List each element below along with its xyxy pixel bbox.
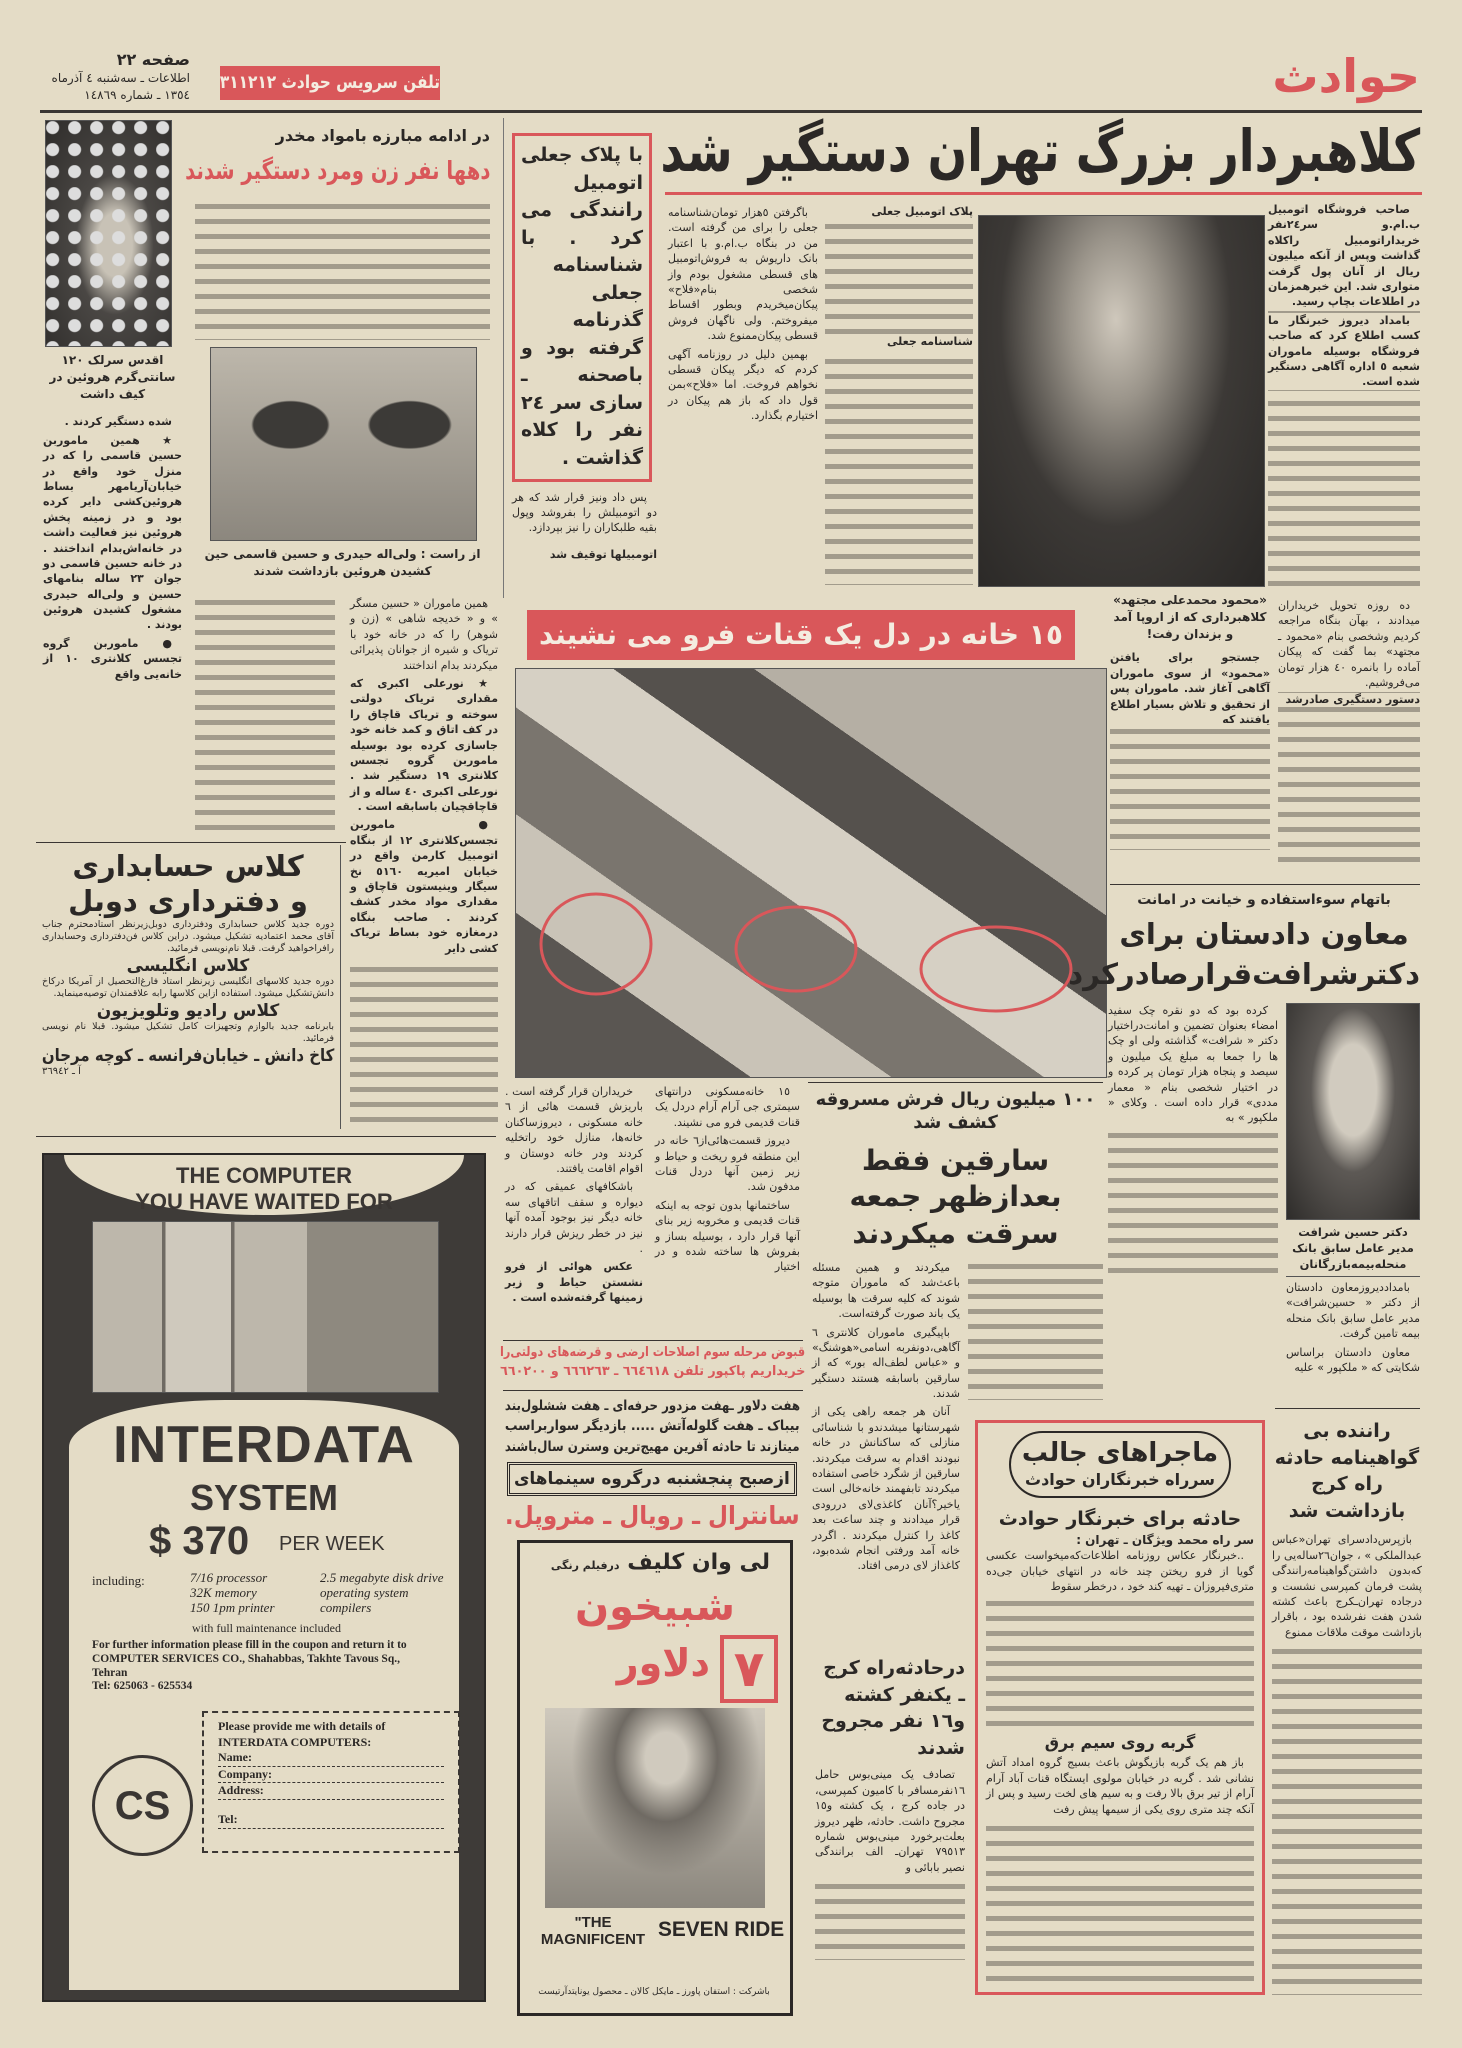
story2-headline: گربه روی سیم برق: [1044, 1733, 1196, 1753]
poster-title-number: ٧: [720, 1635, 778, 1703]
lead-left-stack: [512, 133, 657, 564]
ad-price-period: PER WEEK: [279, 1533, 385, 1555]
carpet-para: باپیگیری ماموران کلانتری ٦ آگاهی،دونفربه اسامی«هوشنگ» و «عباس لطف‌اله بور» که از سارقین باسابقه هستند دستگیر شدند.: [812, 1325, 960, 1401]
qanat-para: باشکافهای عمیقی که در دیواره و سقف اتاقهای سه خانه دیگر نیز بوجود آمده آنها نیز در خطر ریزش قرار دارند .: [505, 1180, 643, 1255]
qanat-para: ١٥ خانه‌مسکونی درانتهای سیمتری جی آرام آرام دردل یک قنات قدیمی فرو می نشیند.: [655, 1085, 800, 1129]
prosecutor-story: [1068, 892, 1420, 1378]
class-ad-english-title: کلاس انگلیسی: [126, 955, 250, 976]
ad-specs-left: [190, 1571, 275, 1616]
drug-para-qasemi: ★ همین ماموربن حسین قاسمی را که در منزل خود واقع در خیابان‌آریامهر بساط هروئین‌کشی دایر کرده بود و در زمینه پخش هروئین نیز فعالیت داشت در خانه‌اش‌بدام انداختند . در خانه حسین قاسمی دو جوان ۲۳ ساله بنامهای حسین و ولی‌اله حیدری مشغول کشیدن هروئین بودند .: [43, 433, 182, 632]
coupon-name-label: Name:: [218, 1750, 252, 1765]
lead-intro: صاحب فروشگاه اتومبیل ب.ام.و سر۲٤نفر خریداراتومبیل راکلاه گذاشت وپس از آنکه میلیون ریال از آنان پول گرفت متواری شد. این خبرهمزمان در اطلاعات بچاپ رسید.: [1268, 203, 1420, 309]
prosecutor-para: معاون دادستان براساس شکایتی که « ملکپور » علیه: [1286, 1345, 1420, 1374]
cs-logo-text: CS: [114, 1783, 171, 1828]
tagline: بیباک ـ هفت گلوله‌آتش ..... بازدیگر سواربراسب: [505, 1418, 800, 1435]
highlight-circle: [541, 894, 651, 994]
issue-number: ۱۳٥٤ ـ شماره ۱٤۸٦۹: [84, 88, 190, 103]
coupon-tel-field[interactable]: [218, 1812, 444, 1829]
ad-headline-1: THE COMPUTER: [176, 1163, 352, 1188]
divider: [36, 1136, 496, 1137]
prosecutor-kicker: باتهام سوءاستفاده و خیانت در امانت: [1137, 892, 1391, 908]
spec: 2.5 megabyte disk drive: [320, 1570, 444, 1585]
class-ad-radio-text: بابرنامه جدید بالوازم وتجهیزات کامل تشکیل میشود. قبلا نام نویسی فرمائید.: [42, 1021, 334, 1045]
karaj-crash-headline: درحادثه‌راه کرج ـ یکنفر کشته و١٦ نفر مجروح شدند: [821, 1657, 965, 1759]
driver-body-cont: [1272, 1645, 1422, 1995]
star-name: لی وان کلیف: [627, 1550, 770, 1575]
karaj-crash-story: [815, 1655, 965, 1960]
drug-para-karman: ● ماموربن تجسس‌کلانتری ۱۲ از بنگاه اتومبیل کارمن واقع در خیابان امیریه ٥١٦٠ نخ سیگار وینیستون قاچاق و مقداری مواد مخدر کشف کردند . صاحب بنگاه درمغازه خود بساط تریاک کشی دایر: [350, 818, 499, 955]
drug-column-3-text: [350, 596, 498, 959]
page-number: صفحه ۲۲: [116, 50, 190, 69]
poster-title-en: "THE MAGNIFICENT: [540, 1914, 646, 1948]
coupon-address-label: Address:: [218, 1783, 264, 1798]
interesting-stories-box: [975, 1420, 1265, 1995]
movie-tagline: [505, 1396, 800, 1457]
coupon-company-label: Company:: [218, 1766, 273, 1781]
column-divider: [503, 118, 504, 598]
suspects-photo: [210, 347, 477, 541]
qanat-para: خریداران قرار گرفته است . باریزش قسمت هائی از ٦ خانه مسکونی ، دیروزساکنان خانه‌ها، منازل خود راتخلیه کردند ودر خانه دوستان و اقوام اقامت یافتند.: [505, 1085, 643, 1175]
drug-headline: دهها نفر زن ومرد دستگیر شدند: [184, 156, 490, 185]
lead-headline: کلاهبردار بزرگ تهران دستگیر شد: [660, 117, 1420, 185]
drug-headline-box: [185, 155, 490, 186]
coupon-company-field[interactable]: [218, 1767, 444, 1784]
drug-column-4: [350, 963, 498, 1128]
drug-para-kalantari: ● ماموربن گروه تجسس کلانتری ۱۰ از خانه‌یی واقع: [43, 636, 182, 681]
lead-subhead-arrest: دستور دستگیری صادرشد: [1278, 693, 1420, 707]
driver-headline: راننده بی گواهینامه حادثه راه کرج بازداشت شد: [1274, 1420, 1420, 1522]
lead-column-1: [512, 490, 657, 565]
lead-intro-column: [1268, 202, 1420, 590]
movie-poster: [517, 1540, 793, 2016]
stories-subtitle: سرراه خبرنگاران حوادث: [1025, 1469, 1215, 1489]
driver-para: بازپرس‌دادسرای تهران«عباس عبدالملکی » ، جوان٢٦ساله‌یی را که‌بدون داشتن‌گواهینامه‌رانندگی پشت فرمان کمپرسی نشست و درجاده تهران‌ـکرج باعث کشته شدن هفت نفرشده بود ، باقرار بازداشت موقت ملاقات ممنوع: [1272, 1533, 1422, 1639]
class-ad-english-text: دوره جدید کلاسهای انگلیسی زیرنظر استاد فارغ‌التحصیل از آمریکا درکاخ دانش‌تشکیل میشود. استفاده ازاین کلاسها رابه علاقمندان توصیه‌مینماید.: [42, 976, 334, 1000]
woman-photo-caption: اقدس سرلک ۱۲۰ سانتی‌گرم هروئین در کیف داشت: [49, 353, 176, 401]
ad-brand-system: SYSTEM: [189, 1477, 339, 1518]
carpet-column-2: [968, 1260, 1103, 1400]
class-ad-title: کلاس حسابداری: [72, 849, 304, 883]
land-ad-line: قبوض مرحله سوم اصلاحات ارضی و قرضه‌های دولتی‌را: [499, 1345, 805, 1360]
ad-brand: INTERDATA: [113, 1416, 415, 1474]
divider: [1110, 884, 1420, 885]
interdata-ad: [42, 1153, 486, 2002]
spec: compilers: [320, 1599, 372, 1615]
driver-story: [1272, 1418, 1422, 1995]
divider: [1275, 1408, 1420, 1409]
ad-info: For further information please fill in the coupon and return it to: [92, 1639, 407, 1651]
drug-kicker: در ادامه مبارزه بامواد مخدر: [275, 126, 490, 145]
ad-contact: [92, 1639, 467, 1694]
divider: [36, 842, 346, 843]
drug-column-2: [195, 596, 335, 836]
coupon-title: Please provide me with details of: [218, 1719, 386, 1733]
sidebar-callout-box: با پلاک جعلی اتومبیل رانندگی می کرد . با شناسنامه جعلی گذرنامه گرفته بود و باصحنه ـ سازی سر ٢٤ نفر را کلاه گذاشت .: [512, 133, 652, 482]
drug-para-mesgar: همین ماموران « حسین مسگر » و « خدیجه شاهی » (زن و شوهر) را که در خانه خود با تریاک و شیره از جوانان پذیرائی میکردند بدام انداختند: [350, 597, 498, 672]
poster-star: [540, 1549, 770, 1577]
prosecutor-column-1: [1108, 1003, 1278, 1279]
issue-info: [30, 50, 190, 105]
drug-kicker-box: [190, 126, 490, 146]
story1-para: ..خبرنگار عکاس روزنامه اطلاعات‌که‌میخواست عکسی گویا از فرو ریختن چند خانه در انتهای خیابان جی‌ده متری‌فیروزان ـ تهیه کند خود ، درخطر سقوط: [986, 1549, 1254, 1594]
class-ad-radio-title: کلاس رادیو وتلویزیون: [96, 1000, 280, 1021]
drug-intro-columns: [195, 200, 490, 340]
section-title: حوادث: [1272, 49, 1420, 103]
sharafat-photo-caption: دکتر حسین شرافت مدیر عامل سابق بانک منحله‌بیمه‌بازرگانان: [1292, 1224, 1414, 1271]
ad-specs-right: [320, 1571, 443, 1616]
story2-para: باز هم یک گربه بازیگوش باعث بسیج گروه امداد آتش نشانی شد . گربه در خیابان مولوی ایستگاه قنات آباد آرام آرام از تیر برق بالا رفت و به سیم های لخت رسید و پس از آنکه چند متری روی یکی از سیمها پیش رفت: [986, 1756, 1254, 1816]
ad-maintenance: with full maintenance included: [192, 1621, 341, 1635]
prosecutor-para: بامداددیروزمعاون دادستان از دکتر « حسین‌شرافت» مدیر عامل سابق بانک منحله بیمه تامین گرفت.: [1286, 1280, 1420, 1341]
qanat-banner: ١٥ خانه در دل یک قنات فرو می نشیند: [539, 618, 1063, 651]
classes-ad: [36, 845, 341, 1129]
drug-para: شده دستگیر کردند .: [64, 415, 172, 429]
prosecutor-para: کرده بود که دو نقره چک سفید امضاء بعنوان تضمین و امانت‌دراختیار دکتر « شرافت» گذاشته ولی او چک ها را جمعا به مبلغ یک میلیون و سیصد و پنجاه هزار تومان پر کرده و در اختیار شخصی بنام « معمار مددی» قرار داده است . وکلای « ملکپور » به: [1108, 1003, 1278, 1125]
lead-column-2: [668, 205, 818, 426]
ad-price: $ 370: [149, 1519, 250, 1563]
lead-para-peykan: ده روزه تحویل خریداران میدادند ، بهآن بنگاه مراجعه کردیم وشخصی بنام «محمود ـ مجتهد» بما گفت که پیکان آماده را بانمره ٤٠ هزار تومان می‌فروشیم.: [1278, 599, 1420, 689]
class-ad-address: کاخ دانش ـ خیابان‌فرانسه ـ کوچه مرجان: [41, 1045, 334, 1066]
stories-title-pill: [1009, 1431, 1231, 1498]
sharafat-photo: [1286, 1003, 1420, 1220]
lead-column-right: [1278, 598, 1420, 870]
coupon-tel-label: Tel:: [218, 1811, 238, 1826]
lead-col2-para: باگرفتن ٥هزار تومان‌شناسنامه جعلی را برای من گرفته است. من در بنگاه ب.ام.و با اعتبار بانک داریوش به فروش‌اتومبیل های قسطی مشغول بودم واز شخصی بنام«فلاح» پیکان‌میخریدم وبطور اقساط میفروختم. ولی ناگهان فروش قسطی پیکان‌ممنوع شد.: [668, 206, 818, 343]
tagline: میتازند تا حادثه آفرین مهیج‌ترین وسترن سال‌باشند: [505, 1438, 800, 1455]
ad-company: COMPUTER SERVICES CO., Shahabbas, Takhte Tavous Sq.,: [92, 1652, 400, 1665]
lead-search-para: جستجو برای یافتن «محمود» از سوی ماموران آگاهی آغاز شد. ماموران پس از تحقیق و تلاش بسیار اطلاع یافتند که: [1110, 651, 1270, 726]
issue-date: اطلاعات ـ سه‌شنبه ٤ آذرماه: [51, 71, 190, 85]
lead-col2-para2: بهمین دلیل در روزنامه آگهی کردم که دیگر پیکان قسطی نخواهم فروخت. اما «فلاح»بمن قول داد که باز هم پیکان در اختیارم بگذارد.: [668, 347, 818, 423]
story1-byline: سر راه محمد ویژگان ـ تهران :: [1076, 1533, 1254, 1548]
drug-left-stack: [40, 352, 185, 685]
prosecutor-headline: معاون دادستان برای دکترشرافت‌قرارصادرکرد: [1068, 916, 1420, 992]
subhead-fake-plate: پلاک اتومبیل جعلی: [825, 205, 973, 219]
hotline-box: [220, 66, 440, 100]
poster-title-en-2: SEVEN RIDE: [658, 1918, 785, 1941]
carpet-para: میکردند و همین مسئله باعث‌شد که ماموران متوجه شوند که کلیه سرقت ها بوسیله یک باند صورت گرفته‌است.: [812, 1260, 960, 1321]
qanat-para: ساختمانها بدون توجه به اینکه قنات قدیمی و مخروبه زیر بنای آنها قرار دارد ، بوسیله بساز و بفروش ها ساخته شده و در اختیار: [655, 1198, 800, 1274]
driver-body: [1272, 1532, 1422, 1643]
highlight-circle: [736, 907, 856, 991]
carpet-kicker: ١٠٠ میلیون ریال فرش مسروقه کشف شد: [815, 1089, 1096, 1134]
qanat-banner-box: [527, 610, 1075, 660]
tagline: هفت دلاور ـهفت مزدور حرفه‌ای ـ هفت ششلول‌بند: [504, 1398, 800, 1414]
qanat-column-2: [505, 1084, 643, 1308]
cinema-names: سانترال ـ رویال ـ متروپل.: [505, 1501, 800, 1530]
ad-including: including:: [92, 1573, 145, 1588]
prosecutor-column-2: [1286, 1276, 1420, 1378]
movie-from-date: ازصبح پنجشنبه درگروه سینماهای: [514, 1469, 790, 1489]
poster-illustration: [545, 1708, 765, 1908]
stories-title: ماجراهای جالب: [1021, 1438, 1219, 1468]
cinema-names-box: [505, 1500, 800, 1533]
divider: [503, 1390, 803, 1391]
lead-lower-middle: [1110, 592, 1270, 850]
carpet-column-1: [812, 1260, 960, 1577]
spec: 150 1pm printer: [190, 1599, 275, 1615]
carpet-headline: سارقین فقط بعدازظهر جمعه سرقت میکردند: [849, 1143, 1062, 1250]
movie-from-box: [507, 1462, 797, 1496]
class-ad-title-2: و دفترداری دوبل: [68, 883, 308, 918]
karaj-column-cont: [815, 1880, 965, 1960]
drug-para-akbari: ★ نورعلی اکبری که مقداری تریاک دولتی سوخته و تریاک قاچاق را در کف اتاق و کمد خانه خود جاسازی کرده بود بوسیله ماموربن گروه تجسس کلانتری ۱۹ دستگیر شد . نورعلی اکبری ٤٠ ساله و از قاچاقچیان باسابقه است .: [350, 676, 499, 814]
coupon-title-2: INTERDATA COMPUTERS:: [218, 1734, 372, 1749]
lead-para: بامداد دیروز خبرنگار ما کسب اطلاع کرد که صاحب فروشگاه بوسیله ماموران شعبه ٥ اداره آگاهی دستگیر شده است.: [1268, 313, 1420, 389]
story1-body: [986, 1548, 1254, 1727]
suspects-photo-caption: از راست : ولی‌اله حیدری و حسین قاسمی حین کشیدن هروئین بازداشت شدند: [204, 547, 481, 578]
story2-body: [986, 1755, 1254, 1820]
qanat-para: دیروز قسمت‌هائی‌از٦ خانه در این منطقه فرو ریخت و حیاط و زیر زمین آنها دردل قنات مدفون شد.: [655, 1134, 800, 1194]
drug-column-1: [40, 414, 185, 685]
poster-credits: باشرکت : استفان پاورز ـ مایکل کالان ـ محصول یونایتدآرتیست: [538, 1987, 770, 1997]
coupon-address-field[interactable]: [218, 1783, 444, 1800]
lead-headline-box: [660, 112, 1420, 190]
land-bonds-ad: [500, 1344, 805, 1382]
subhead-fake-id: شناسنامه جعلی: [825, 335, 973, 349]
land-ad-phones: خریداریم پاکپور تلفن ٦٦٤٦١٨ ـ ٦٦٦٢٦٣ و ٦٦٠٢٠٠: [499, 1363, 805, 1379]
lead-red-rule: [665, 192, 1422, 195]
divider: [808, 1082, 1103, 1083]
class-ad-accounting-text: دوره جدید کلاس حسابداری ودفترداری دوبل‌زیرنظر استادمحترم جناب آقای محمد اعتمادیه تشکیل میشود. دراین کلاس فن‌دفترداری وحسابداری رافراخواهید گرفت. قبلا نام‌نویسی فرمائید.: [42, 918, 334, 955]
hotline-label: تلفن سرویس حوادث ۳۱۱۲۱۲: [219, 72, 440, 93]
poster-title-fa-2: دلاور: [616, 1641, 710, 1685]
qanat-photo-caption: عکس هوائی از فرو نشستن حیاط و زیر زمینها گرفته‌شده است .: [505, 1260, 643, 1305]
lead-column-3: [825, 205, 973, 585]
spec: operating system: [320, 1584, 409, 1600]
cs-logo: [92, 1755, 193, 1856]
ad-telephone: Tel: 625063 - 625534: [92, 1680, 193, 1693]
coupon[interactable]: [202, 1711, 460, 1853]
star-sub: درفیلم رنگی: [550, 1559, 620, 1572]
ad-headline: [44, 1163, 484, 1216]
carpet-para: آنان هر جمعه راهی یکی از شهرستانها میشدندو با شناسائی منازلی که ساکنانش در خانه نبودند اقدام به سرقت میکردند. سارقین از شگرد خاصی استفاده میکردند تابفهمند خانه‌خالی است یاخیر؟آنان کاغذی‌لای دررودی قرار میدادند و چند ساعت بعد کاغذ را کنترل میکردند . اگردر خانه آمد ورفتی انجام شده‌بود، کاغذاز لای درمی افتاد.: [812, 1405, 960, 1573]
aerial-photo: [515, 668, 1107, 1078]
qanat-column-1: [655, 1084, 800, 1278]
divider: [503, 1340, 803, 1341]
suspect-photo: [978, 215, 1265, 587]
coupon-name-field[interactable]: [218, 1750, 444, 1767]
poster-title-fa: شبیخون: [574, 1584, 735, 1630]
class-ad-code: آ ـ ٣٦٩٤٢: [42, 1066, 81, 1078]
karaj-crash-body: [815, 1767, 965, 1878]
story1-headline: حادثه برای خبرنگار حوادث: [998, 1507, 1242, 1530]
spec: 7/16 processor: [190, 1570, 268, 1585]
karaj-para: تصادف یک مینی‌بوس حامل ١٦نفرمسافر با کامیون کمپرسی، در جاده کرج ، یک کشته و١٥ مجروح داشت. حادثه، ظهر دیروز بعلت‌برخورد مینی‌بوس شماره ٧٩٥١٣ تهران‌ـ الف برانندگی نصیر بابائی و: [815, 1768, 965, 1874]
spec: 32K memory: [190, 1584, 257, 1600]
computer-photo: [92, 1221, 439, 1393]
ad-headline-2: YOU HAVE WAITED FOR: [135, 1189, 393, 1215]
suspect-photo-caption: «محمود محمدعلی مجتهد» کلاهبرداری که از اروپا آمد و بزندان رفت!: [1113, 593, 1267, 641]
lead-col1-para: پس داد ونیز قرار شد که هر دو اتومبیلش را بفروشد وپول بقیه طلبکاران را نیز بپردازد.: [512, 490, 657, 535]
drug-column-3: [350, 596, 498, 1128]
lead-column-continued: [1110, 650, 1270, 850]
prosecutor-right-column: [1286, 1003, 1420, 1379]
subhead-cars-seized: اتومبیلها توقیف شد: [549, 547, 657, 561]
ad-city: Tehran: [92, 1666, 128, 1679]
highlight-circle: [921, 927, 1071, 1011]
